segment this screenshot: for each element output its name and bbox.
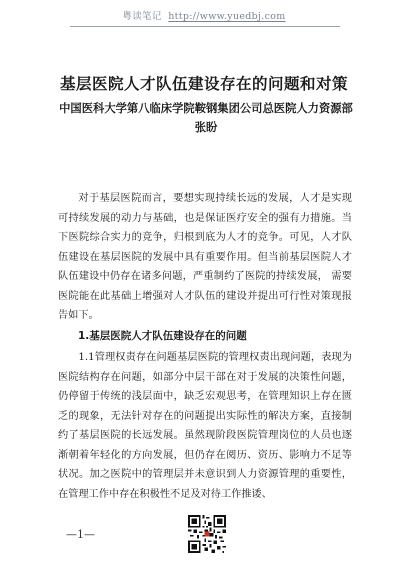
- section-heading: 1.基层医院人才队伍建设存在的问题: [78, 330, 247, 342]
- watermark-divider: [70, 26, 340, 27]
- qr-code-icon: [188, 515, 226, 553]
- intro-paragraph: 对于基层医院而言，要想实现持续长远的发展，人才是实现可持续发展的动力与基础，也是保证医疗安全的强有力措施。当下医院综合实力的竞争，归根到底为人才的竞争。可见，人才队伍建设在基层医院的发展中具有重要作用。但当前基层医院人才队伍建设中仍存在诸多问题，严重制约了医院的持续发展， 需要医院能在此基础上增强对人才队伍的建设并提出可行性对策现报告如下。: [58, 193, 352, 321]
- watermark-url[interactable]: http://www.yuedbj.com: [168, 11, 286, 22]
- article-title: 基层医院人才队伍建设存在的问题和对策: [59, 75, 348, 93]
- article-author: 中国医科大学第八临床学院鞍钢集团公司总医院人力资源部 张盼: [59, 102, 353, 134]
- watermark: [0, 8, 408, 22]
- watermark-site-name: 粤读笔记: [122, 11, 162, 22]
- page-number: —1—: [66, 528, 95, 541]
- section-paragraph: 1.1管理权责存在问题基层医院的管理权责出现问题，表现为医院结构存在问题，如部分中层干部在对于发展的决策性问题，仍停留于传统的浅层面中，缺乏宏观思考，在管理知识上存在匮乏的现象，无法针对存在的问题提出实际性的解决方案，直接制约了基层医院的长远发展。虽然现阶段医院管理岗位的人员也逐渐朝着年轻化的方向发展，但仍存在阅历、资历、影响力不足等状况。加之医院中的管理层并未意识到人力资源管理的重要性， 在管理工作中存在积极性不足及对待工作推诿、: [58, 352, 352, 500]
